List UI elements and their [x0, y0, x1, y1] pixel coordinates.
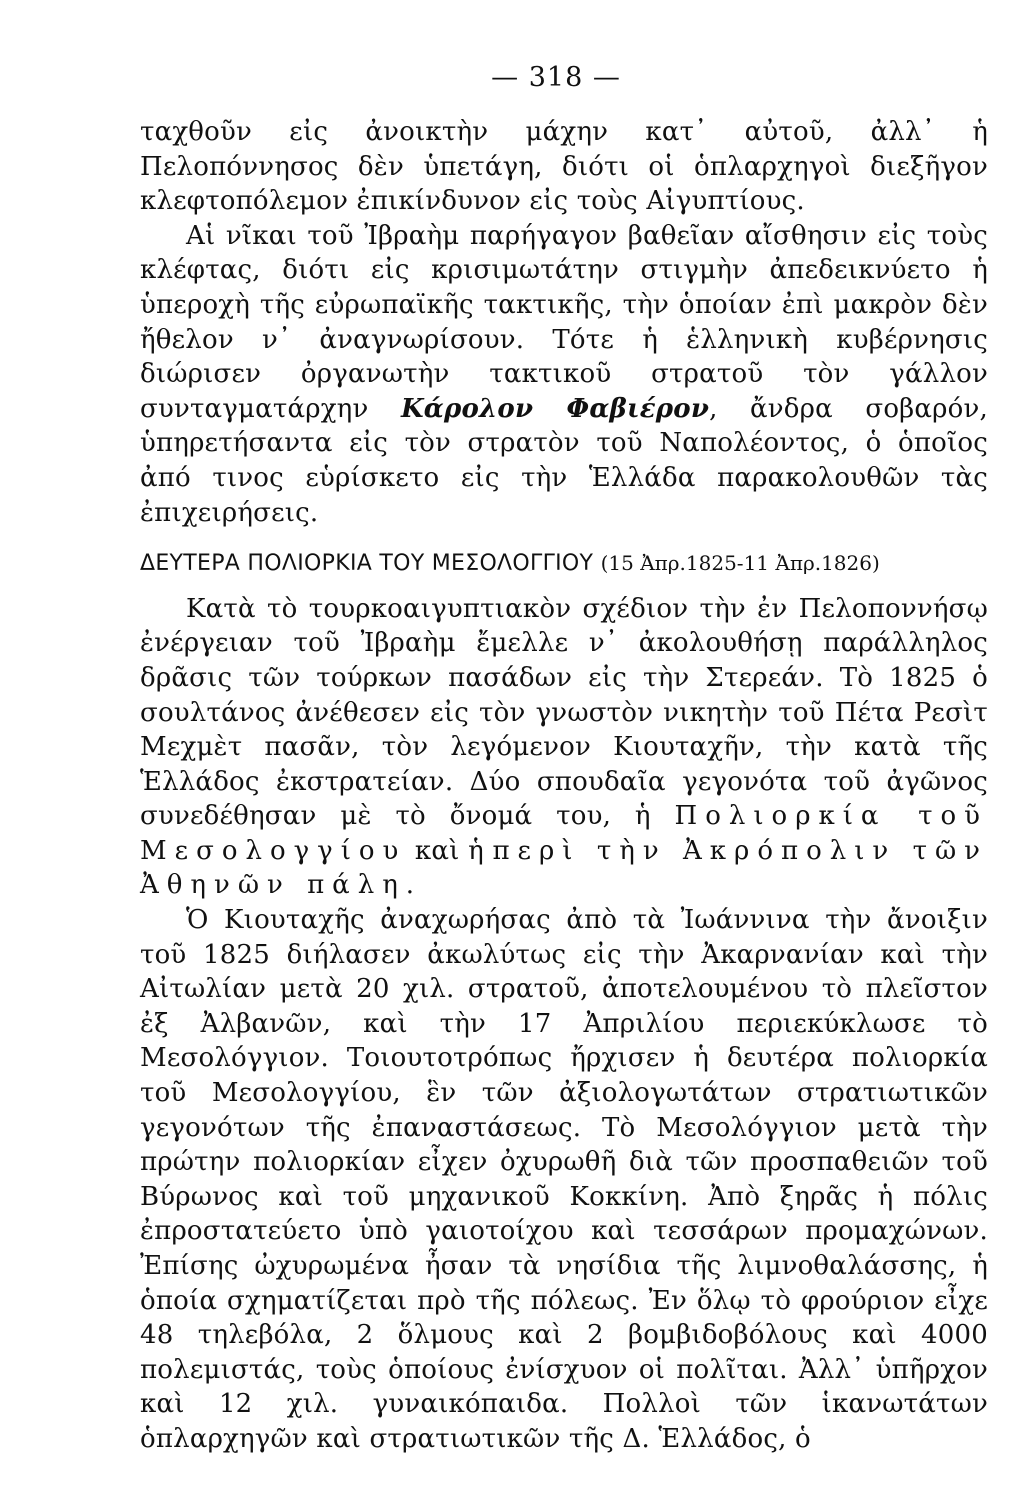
paragraph-text: καὶ ἡ [406, 835, 493, 866]
section-heading [140, 546, 988, 582]
paragraph-text: Κατὰ τὸ τουρκοαιγυπτιακὸν σχέδιον τὴν ἐν Πελοποννήσῳ ἐνέργειαν τοῦ Ἰβραὴμ ἔμελλε ν᾽ ἀκολουθήσῃ παράλληλος δρᾶσις τῶν τούρκων πασάδων εἰς τὴν Στερεάν. Τὸ 1825 ὁ σουλτάνος ἀνέθεσεν εἰς τὸν γνωστὸν νικητὴν τοῦ Πέτα Ρεσὶτ Μεχμὲτ πασᾶν, τὸν λεγόμενον Κιουταχῆν, τὴν κατὰ τῆς Ἑλλάδος ἐκστρατείαν. Δύο σπουδαῖα γεγονότα τοῦ ἀγῶνος συνεδέθησαν μὲ τὸ ὄνομά του, ἡ [140, 593, 988, 832]
paragraph-ibrahim-victories [140, 219, 988, 530]
section-title: ΔΕΥΤΕΡΑ ΠΟΛΙΟΡΚΙΑ ΤΟΥ ΜΕΣΟΛΟΓΓΙΟΥ [140, 551, 594, 577]
paragraph-text: Αἱ νῖκαι τοῦ Ἰβραὴμ παρήγαγον βαθεῖαν αἴσθησιν εἰς τοὺς κλέφτας, διότι εἰς κρισιμωτάτην στιγμὴν ἀπεδεικνύετο ἡ ὑπεροχὴ τῆς εὐρωπαϊκῆς τακτικῆς, τὴν ὁποίαν ἐπὶ μακρὸν δὲν ἤθελον ν᾽ ἀναγνωρίσουν. Τότε ἡ ἑλληνικὴ κυβέρνησις διώρισεν ὀργανωτὴν τακτικοῦ στρατοῦ τὸν γάλλον συνταγματάρχην [140, 220, 988, 424]
paragraph-kiutahi-campaign: Ὁ Κιουταχῆς ἀναχωρήσας ἀπὸ τὰ Ἰωάννινα τὴν ἄνοιξιν τοῦ 1825 διήλασεν ἀκωλύτως εἰς τὴν Ἀκαρνανίαν καὶ τὴν Αἰτωλίαν μετὰ 20 χιλ. στρατοῦ, ἀποτελουμένου τὸ πλεῖστον ἐξ Ἀλβανῶν, καὶ τὴν 17 Ἀπριλίου περιεκύκλωσε τὸ Μεσολόγγιον. Τοιουτοτρόπως ἤρχισεν ἡ δευτέρα πολιορκία τοῦ Μεσολογγίου, ἓν τῶν ἀξιολογωτάτων στρατιωτικῶν γεγονότων τῆς ἐπαναστάσεως. Τὸ Μεσολόγγιον μετὰ τὴν πρώτην πολιορκίαν εἶχεν ὀχυρωθῆ διὰ τῶν προσπαθειῶν τοῦ Βύρωνος καὶ τοῦ μηχανικοῦ Κοκκίνη. Ἀπὸ ξηρᾶς ἡ πόλις ἐπροστατεύετο ὑπὸ γαιοτοίχου καὶ τεσσάρων προμαχώνων. Ἐπίσης ὠχυρωμένα ἦσαν τὰ νησίδια τῆς λιμνοθαλάσσης, ἡ ὁποία σχηματίζεται πρὸ τῆς πόλεως. Ἐν ὅλῳ τὸ φρούριον εἶχε 48 τηλεβόλα, 2 ὅλμους καὶ 2 βομβιδοβόλους καὶ 4000 πολεμιστάς, τοὺς ὁποίους ἐνίσχυον οἱ πολῖται. Ἀλλ᾽ ὑπῆρχον καὶ 12 χιλ. γυναικόπαιδα. Πολλοὶ τῶν ἱκανωτάτων ὁπλαρχηγῶν καὶ στρατιωτικῶν τῆς Δ. Ἑλλάδος, ὁ [140, 905, 988, 1454]
body-text [140, 115, 988, 1457]
page-number: — 318 — [491, 62, 621, 93]
paragraph-turkish-plan [140, 592, 988, 903]
paragraph-text: . [405, 870, 415, 901]
section-dates: (15 Ἀπρ.1825-11 Ἀπρ.1826) [600, 551, 880, 576]
paragraph-text: , ἄνδρα σοβαρόν, ὑπηρετήσαντα εἰς τὸν στρατὸν τοῦ Ναπολέοντος, ὁ ὁποῖος ἀπό τινος εὑρίσκετο εἰς τὴν Ἑλλάδα παρακολουθῶν τὰς ἐπιχειρήσεις. [140, 393, 988, 528]
paragraph-continuation: ταχθοῦν εἰς ἀνοικτὴν μάχην κατ᾽ αὐτοῦ, ἀλλ᾽ ἡ Πελοπόννησος δὲν ὑπετάγη, διότι οἱ ὁπλαρχηγοὶ διεξῆγον κλεφτοπόλεμον ἐπικίνδυνον εἰς τοὺς Αἰγυπτίους. [140, 117, 988, 217]
fabvier-name: Κάρολον Φαβιέρον [400, 393, 710, 424]
spaced-phrase-acropolis: περὶ τὴν Ἀκρόπολιν τῶν Ἀθηνῶν πάλη [140, 835, 988, 901]
spaced-phrase-siege: Πολιορκία τοῦ Μεσολογγίου [140, 801, 988, 866]
